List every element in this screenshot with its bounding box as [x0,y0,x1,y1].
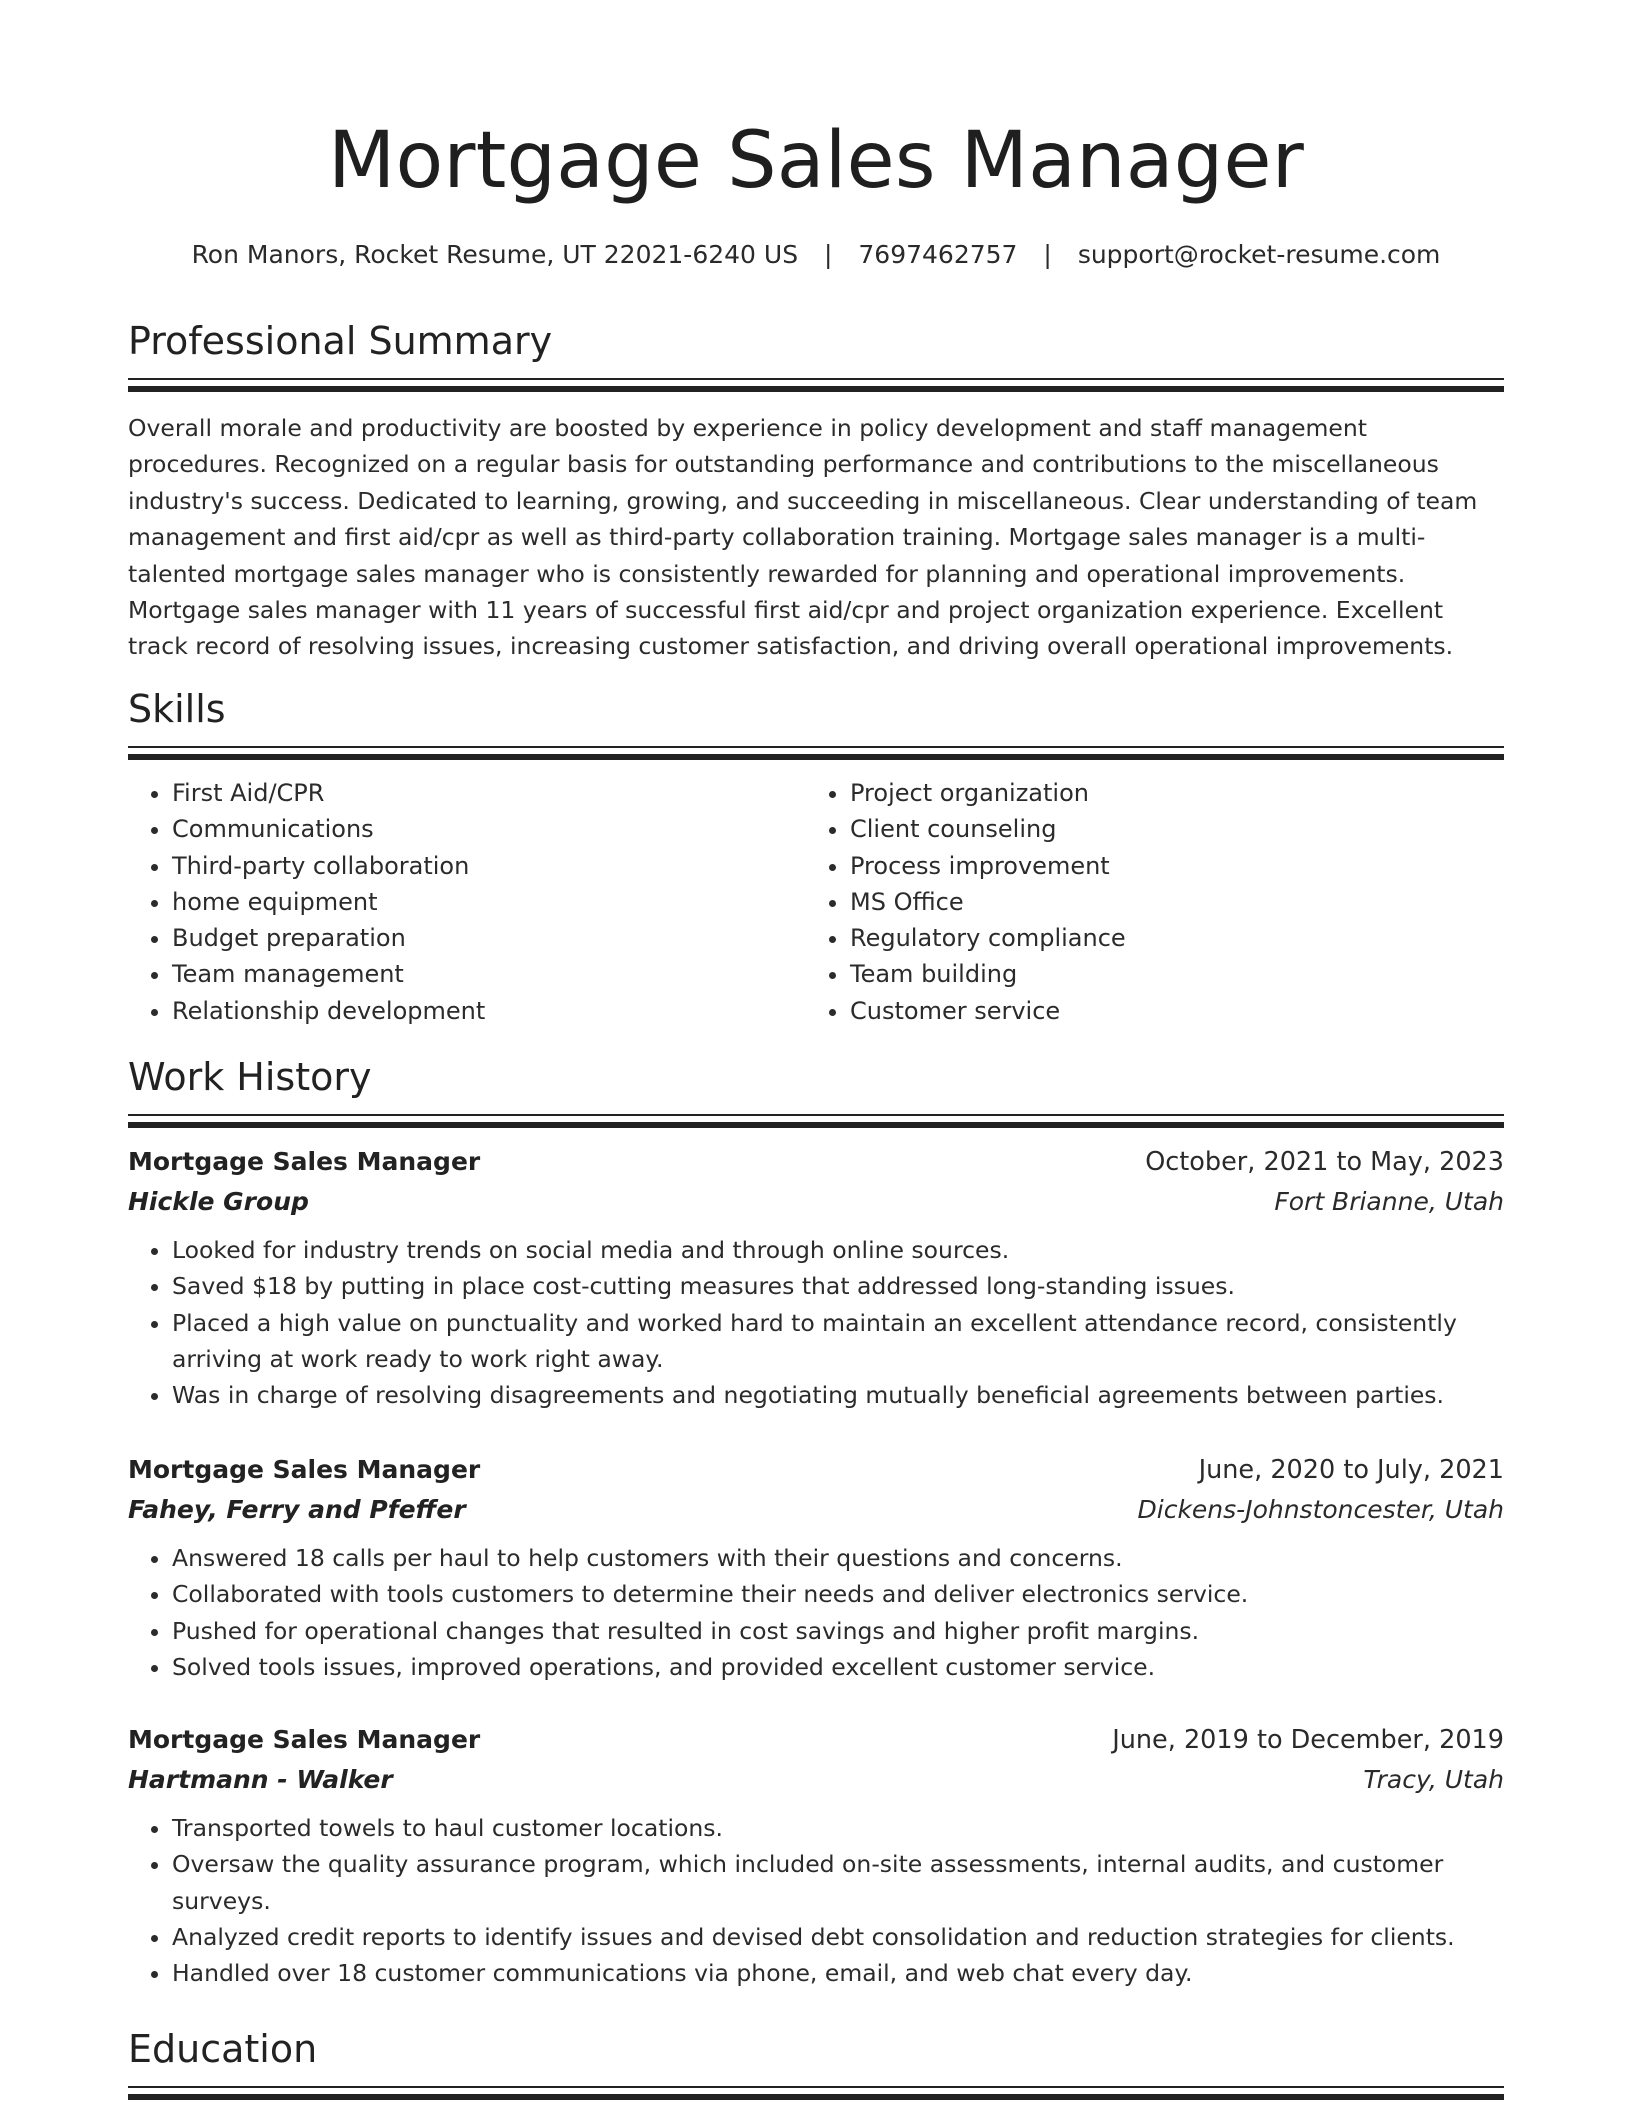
job-bullets [128,1540,1504,1685]
contact-address: Ron Manors, Rocket Resume, UT 22021-6240 US [191,240,799,269]
skill-item: • Project organization [850,775,1484,811]
job-bullet: • Solved tools issues, improved operations, and provided excellent customer service. [172,1649,1504,1685]
skill-item: • Team management [172,956,806,992]
section-divider [128,1114,1504,1122]
contact-line [128,240,1504,269]
job-dates: October, 2021 to May, 2023 [1145,1147,1504,1177]
job-bullet: • Pushed for operational changes that resulted in cost savings and higher profit margins. [172,1613,1504,1649]
job-bullet: • Analyzed credit reports to identify issues and devised debt consolidation and reduction strategies for clients. [172,1919,1504,1955]
contact-email: support@rocket-resume.com [1077,240,1441,269]
section-heading-skills: Skills [128,687,226,731]
job-bullet: • Oversaw the quality assurance program, which included on-site assessments, internal audits, and customer surveys. [172,1846,1504,1919]
contact-separator: | [1043,240,1052,269]
job-location: Tracy, Utah [1363,1765,1504,1794]
skill-item: • Relationship development [172,993,806,1029]
job-bullet: • Looked for industry trends on social media and through online sources. [172,1232,1504,1268]
skill-item: • Third-party collaboration [172,848,806,884]
job-bullet: • Handled over 18 customer communications via phone, email, and web chat every day. [172,1955,1504,1991]
skills-section [128,686,1504,754]
summary-text: Overall morale and productivity are boosted by experience in policy development and staff management procedures. Recognized on a regular basis for outstanding performance and contributions to the miscellaneous industry's success. Dedicated to learning, growing, and succeeding in miscellaneous. Clear understanding of team management and first aid/cpr as well as third-party collaboration training. Mortgage sales manager is a multi-talented mortgage sales manager who is consistently rewarded for planning and operational improvements. Mortgage sales manager with 11 years of successful first aid/cpr and project organization experience. Excellent track record of resolving issues, increasing customer satisfaction, and driving overall operational improvements. [128,414,1478,661]
job-bullet: • Transported towels to haul customer locations. [172,1810,1504,1846]
summary-section [128,318,1504,386]
section-divider [128,2086,1504,2094]
job-bullet: • Saved $18 by putting in place cost-cutting measures that addressed long-standing issues. [172,1268,1504,1304]
skill-item: • home equipment [172,884,806,920]
skill-item: • Regulatory compliance [850,920,1484,956]
job-company: Fahey, Ferry and Pfeffer [128,1495,466,1524]
job-title: Mortgage Sales Manager [128,1147,481,1176]
section-heading-summary: Professional Summary [128,319,553,363]
skill-item: • MS Office [850,884,1484,920]
skill-item: • Customer service [850,993,1484,1029]
contact-separator: | [824,240,833,269]
job-bullets [128,1810,1504,1991]
job-title: Mortgage Sales Manager [128,1725,481,1754]
contact-phone: 7697462757 [858,240,1018,269]
skills-grid [128,775,1504,1029]
job-company: Hartmann - Walker [128,1765,393,1794]
section-heading-work-history: Work History [128,1055,372,1099]
section-heading-education: Education [128,2027,318,2071]
job-bullet: • Answered 18 calls per haul to help customers with their questions and concerns. [172,1540,1504,1576]
skill-item: • Budget preparation [172,920,806,956]
skill-item: • Process improvement [850,848,1484,884]
skills-column-right [806,775,1484,1029]
resume-title: Mortgage Sales Manager [328,116,1304,206]
education-section [128,2026,1504,2094]
job-entry [128,1450,1504,1685]
job-entry [128,1720,1504,1991]
job-dates: June, 2019 to December, 2019 [1112,1725,1504,1755]
job-dates: June, 2020 to July, 2021 [1198,1455,1504,1485]
skill-item: • Team building [850,956,1484,992]
job-title: Mortgage Sales Manager [128,1455,481,1484]
job-location: Fort Brianne, Utah [1274,1187,1504,1216]
skill-item: • Communications [172,811,806,847]
job-bullets [128,1232,1504,1413]
job-bullet: • Collaborated with tools customers to determine their needs and deliver electronics service. [172,1576,1504,1612]
skill-item: • First Aid/CPR [172,775,806,811]
section-divider [128,378,1504,386]
job-company: Hickle Group [128,1187,309,1216]
job-bullet: • Was in charge of resolving disagreements and negotiating mutually beneficial agreements between parties. [172,1377,1504,1413]
work-history-section [128,1054,1504,1122]
section-divider [128,746,1504,754]
skills-column-left [128,775,806,1029]
job-entry [128,1142,1504,1413]
job-location: Dickens-Johnstoncester, Utah [1137,1495,1504,1524]
skill-item: • Client counseling [850,811,1484,847]
job-bullet: • Placed a high value on punctuality and worked hard to maintain an excellent attendance record, consistently arriving at work ready to work right away. [172,1305,1504,1378]
